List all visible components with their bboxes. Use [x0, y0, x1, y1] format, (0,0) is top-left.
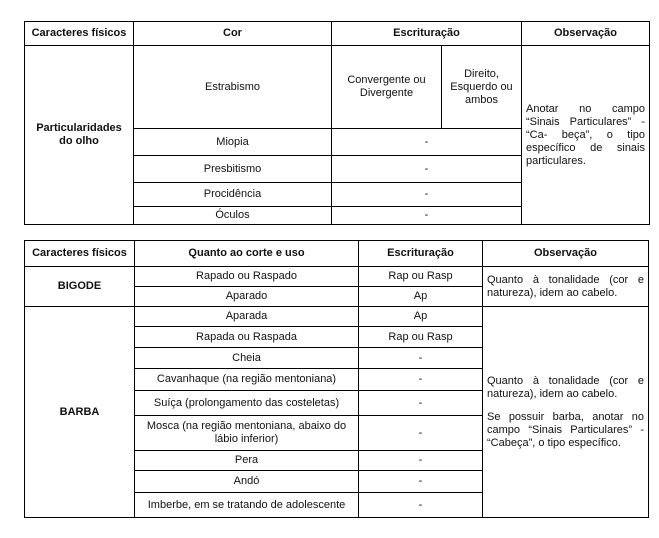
header-escrituracao: Escrituração: [332, 22, 522, 46]
escrituracao-estrabismo-cell: [332, 46, 522, 129]
row-value-presbitismo: -: [332, 156, 522, 183]
row-value-barba-pera: -: [359, 451, 483, 471]
row-label-bigode-rapado: Rapado ou Raspado: [135, 267, 359, 287]
row-label-barba-cheia: Cheia: [135, 348, 359, 369]
header-observacao: Observação: [522, 22, 650, 46]
header-caracteres-fisicos: Caracteres físicos: [25, 241, 135, 267]
row-value-barba-imberbe: -: [359, 493, 483, 518]
row-value-oculos: -: [332, 207, 522, 225]
observacao-olho: Anotar no campo “Sinais Particulares” - “Ca- beça”, o tipo específico de sinais particulares.: [522, 46, 650, 225]
observacao-barba-tonalidade: Quanto à tonalidade (cor e natureza), idem ao cabelo.: [487, 374, 644, 400]
row-value-bigode-aparado: Ap: [359, 287, 483, 307]
row-label-barba-cavanhaque: Cavanhaque (na região mentoniana): [135, 369, 359, 391]
row-value-barba-ando: -: [359, 471, 483, 493]
observacao-bigode: Quanto à tonalidade (cor e natureza), idem ao cabelo.: [483, 267, 649, 307]
eye-characteristics-table: [24, 21, 650, 225]
header-escrituracao: Escrituração: [359, 241, 483, 267]
group-label-barba: BARBA: [25, 307, 135, 518]
beard-mustache-table: [24, 240, 649, 518]
row-value-barba-cavanhaque: -: [359, 369, 483, 391]
escrituracao-estrabismo-lado: Direito, Esquerdo ou ambos: [450, 67, 513, 106]
row-label-barba-pera: Pera: [135, 451, 359, 471]
row-value-miopia: -: [332, 129, 522, 156]
observacao-barba: [483, 307, 649, 518]
row-value-bigode-rapado: Rap ou Rasp: [359, 267, 483, 287]
row-value-procidencia: -: [332, 183, 522, 207]
row-label-oculos: Óculos: [134, 207, 332, 225]
escrituracao-estrabismo-tipo: Convergente ou Divergente: [332, 46, 442, 128]
group-label-particularidades-olho: Particularidades do olho: [25, 46, 134, 225]
row-value-barba-aparada: Ap: [359, 307, 483, 327]
group-label-bigode: BIGODE: [25, 267, 135, 307]
row-label-presbitismo: Presbitismo: [134, 156, 332, 183]
row-value-barba-suica: -: [359, 391, 483, 416]
row-value-barba-rapada: Rap ou Rasp: [359, 327, 483, 348]
header-observacao: Observação: [483, 241, 649, 267]
row-label-barba-ando: Andó: [135, 471, 359, 493]
row-label-estrabismo: Estrabismo: [134, 46, 332, 129]
row-label-barba-imberbe: Imberbe, em se tratando de adolescente: [135, 493, 359, 518]
row-label-bigode-aparado: Aparado: [135, 287, 359, 307]
row-label-barba-mosca: Mosca (na região mentoniana, abaixo do lábio inferior): [135, 416, 359, 451]
row-label-procidencia: Procidência: [134, 183, 332, 207]
header-cor: Cor: [134, 22, 332, 46]
row-label-barba-suica: Suíça (prolongamento das costeletas): [135, 391, 359, 416]
row-value-barba-mosca: -: [359, 416, 483, 451]
header-corte-uso: Quanto ao corte e uso: [135, 241, 359, 267]
row-label-miopia: Miopia: [134, 129, 332, 156]
observacao-barba-anotar: Se possuir barba, anotar no campo “Sinais Particulares” - “Cabeça”, o tipo específico.: [487, 410, 644, 449]
header-caracteres-fisicos: Caracteres físicos: [25, 22, 134, 46]
row-label-barba-rapada: Rapada ou Raspada: [135, 327, 359, 348]
row-label-barba-aparada: Aparada: [135, 307, 359, 327]
row-value-barba-cheia: -: [359, 348, 483, 369]
